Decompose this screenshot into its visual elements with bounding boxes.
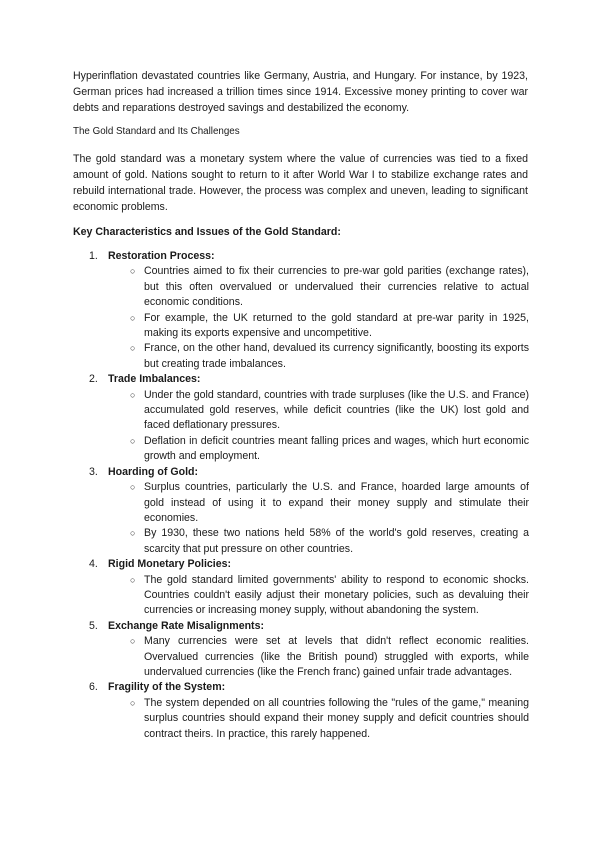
sub-bullet-text: By 1930, these two nations held 58% of the world's gold reserves, creating a scarcity that put pressure on other countries. xyxy=(144,527,529,555)
sub-bullet-text: The system depended on all countries following the "rules of the game," meaning surplus countries should expand their money supply and deficit countries should contract theirs. In practice, this rarely happened. xyxy=(144,696,529,740)
list-item-title: Restoration Process: xyxy=(108,250,215,262)
list-item xyxy=(73,249,529,372)
numbered-list xyxy=(73,249,529,742)
sub-bullet-list xyxy=(73,264,529,372)
list-item-title: Trade Imbalances: xyxy=(108,373,201,386)
list-item xyxy=(73,465,529,557)
sub-bullet-text: Countries aimed to fix their currencies to pre-war gold parities (exchange rates), but this often overvalued or undervalued their currencies relative to actual economic conditions. xyxy=(144,265,529,309)
circle-bullet-icon: ○ xyxy=(130,312,136,323)
circle-bullet-icon: ○ xyxy=(130,435,136,446)
sub-bullet-list xyxy=(73,696,529,742)
sub-bullet xyxy=(73,264,529,310)
intro-paragraph: Hyperinflation devastated countries like Germany, Austria, and Hungary. For instance, by 1923, German prices had increased a trillion times since 1914. Excessive money printing to cover war debts and reparations destroyed savings and destabilized the economy. xyxy=(73,70,528,114)
circle-bullet-icon: ○ xyxy=(130,482,136,493)
circle-bullet-icon: ○ xyxy=(130,636,136,647)
sub-bullet-list xyxy=(73,573,529,619)
list-item-number: 3. xyxy=(89,465,98,478)
circle-bullet-icon: ○ xyxy=(130,697,136,708)
list-item-number: 5. xyxy=(89,619,98,632)
gold-standard-paragraph: The gold standard was a monetary system where the value of currencies was tied to a fixed amount of gold. Nations sought to return to it after World War I to stabilize exchange rates and rebuild international trade. However, the process was complex and uneven, leading to significant economic problems. xyxy=(73,153,528,213)
list-item-title: Hoarding of Gold: xyxy=(108,465,199,478)
sub-bullet xyxy=(73,480,529,526)
sub-bullet xyxy=(73,634,529,680)
sub-bullet xyxy=(73,434,529,465)
sub-bullet-text: For example, the UK returned to the gold standard at pre-war parity in 1925, making its exports expensive and uncompetitive. xyxy=(144,311,529,340)
list-item-number: 4. xyxy=(89,558,98,571)
sub-bullet-text: Surplus countries, particularly the U.S. and France, hoarded large amounts of gold instead of using it to expand their money supply and stimulate their economies. xyxy=(144,481,529,524)
sub-bullet xyxy=(73,573,529,619)
sub-bullet-text: Deflation in deficit countries meant falling prices and wages, which hurt economic growth and employment. xyxy=(144,434,529,463)
list-item-title: Fragility of the System: xyxy=(108,681,226,694)
sub-bullet-list xyxy=(73,634,529,680)
list-item xyxy=(73,680,529,742)
sub-bullet-text: The gold standard limited governments' ability to respond to economic shocks. Countries couldn't easily adjust their monetary policies, such as devaluing their currencies or increasing money supply, without abandoning the system. xyxy=(144,573,529,617)
section-subheading: The Gold Standard and Its Challenges xyxy=(73,126,240,137)
circle-bullet-icon: ○ xyxy=(130,389,136,400)
sub-bullet-list xyxy=(73,480,529,557)
sub-bullet xyxy=(73,526,529,557)
sub-bullet-text: France, on the other hand, devalued its currency significantly, boosting its exports but creating trade imbalances. xyxy=(144,342,529,370)
sub-bullet-list xyxy=(73,388,529,465)
key-characteristics-heading: Key Characteristics and Issues of the Gold Standard: xyxy=(73,226,341,238)
circle-bullet-icon: ○ xyxy=(130,266,136,277)
sub-bullet xyxy=(73,311,529,342)
list-item xyxy=(73,619,529,681)
sub-bullet-text: Under the gold standard, countries with trade surpluses (like the U.S. and France) accumulated gold reserves, while deficit countries (like the UK) lost gold and faced deflationary pressures. xyxy=(144,388,529,432)
list-item-number: 6. xyxy=(89,681,98,694)
circle-bullet-icon: ○ xyxy=(130,574,136,585)
sub-bullet xyxy=(73,341,529,372)
sub-bullet-text: Many currencies were set at levels that didn't reflect economic realities. Overvalued currencies (like the British pound) struggled with exports, while undervalued currencies (like the French franc) gained unfair trade advantages. xyxy=(144,635,529,678)
list-item xyxy=(73,557,529,619)
list-item-title: Exchange Rate Misalignments: xyxy=(108,619,265,632)
list-item xyxy=(73,372,529,464)
list-item-number: 1. xyxy=(89,250,98,262)
list-item-title: Rigid Monetary Policies: xyxy=(108,558,232,571)
sub-bullet xyxy=(73,388,529,434)
sub-bullet xyxy=(73,696,529,742)
list-item-number: 2. xyxy=(89,373,98,386)
circle-bullet-icon: ○ xyxy=(130,528,136,539)
circle-bullet-icon: ○ xyxy=(130,343,136,354)
